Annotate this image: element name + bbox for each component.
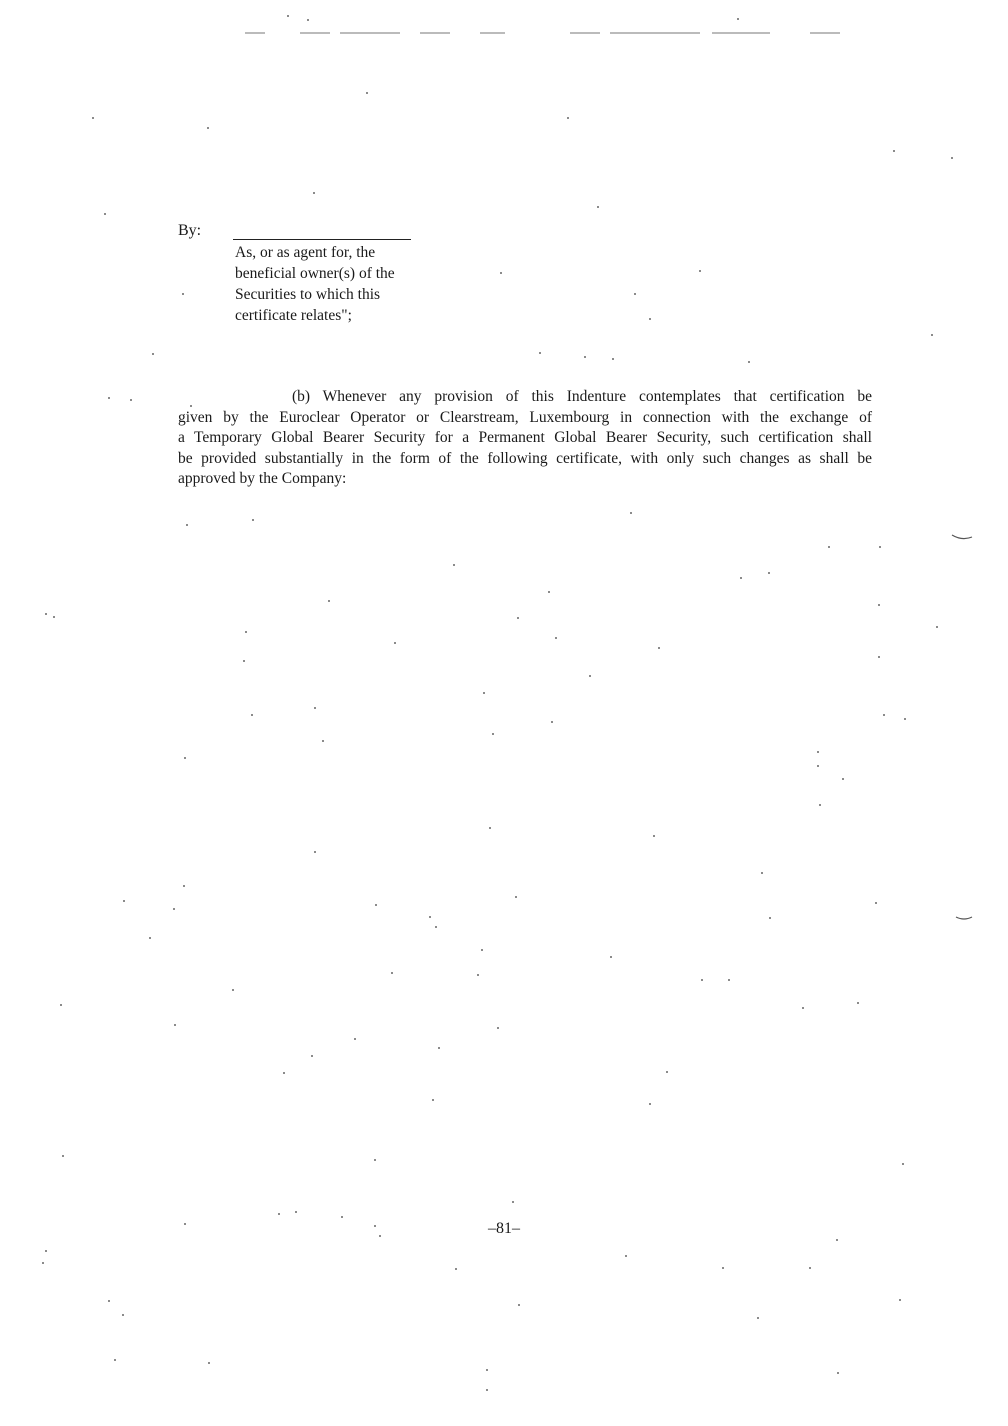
- signature-line: [233, 239, 411, 240]
- paragraph-line: be provided substantially in the form of the following certificate, with only such changes as shall be: [178, 449, 872, 467]
- paragraph-line: approved by the Company:: [178, 470, 347, 487]
- signature-caption-line: Securities to which this: [235, 286, 381, 303]
- signature-caption-line: As, or as agent for, the: [235, 244, 376, 261]
- paragraph-line: a Temporary Global Bearer Security for a Permanent Global Bearer Security, such certification shall: [178, 429, 872, 446]
- signature-caption-line: beneficial owner(s) of the: [235, 265, 395, 282]
- signature-caption-line: certificate relates";: [235, 307, 352, 324]
- signature-caption: [235, 242, 395, 326]
- paragraph-line: given by the Euroclear Operator or Clearstream, Luxembourg in connection with the exchange of: [178, 408, 872, 426]
- by-label: By:: [178, 222, 202, 239]
- paragraph-line: (b) Whenever any provision of this Indenture contemplates that certification be: [292, 388, 872, 405]
- paragraph-b: [178, 387, 872, 490]
- page-number: –81–: [488, 1220, 520, 1237]
